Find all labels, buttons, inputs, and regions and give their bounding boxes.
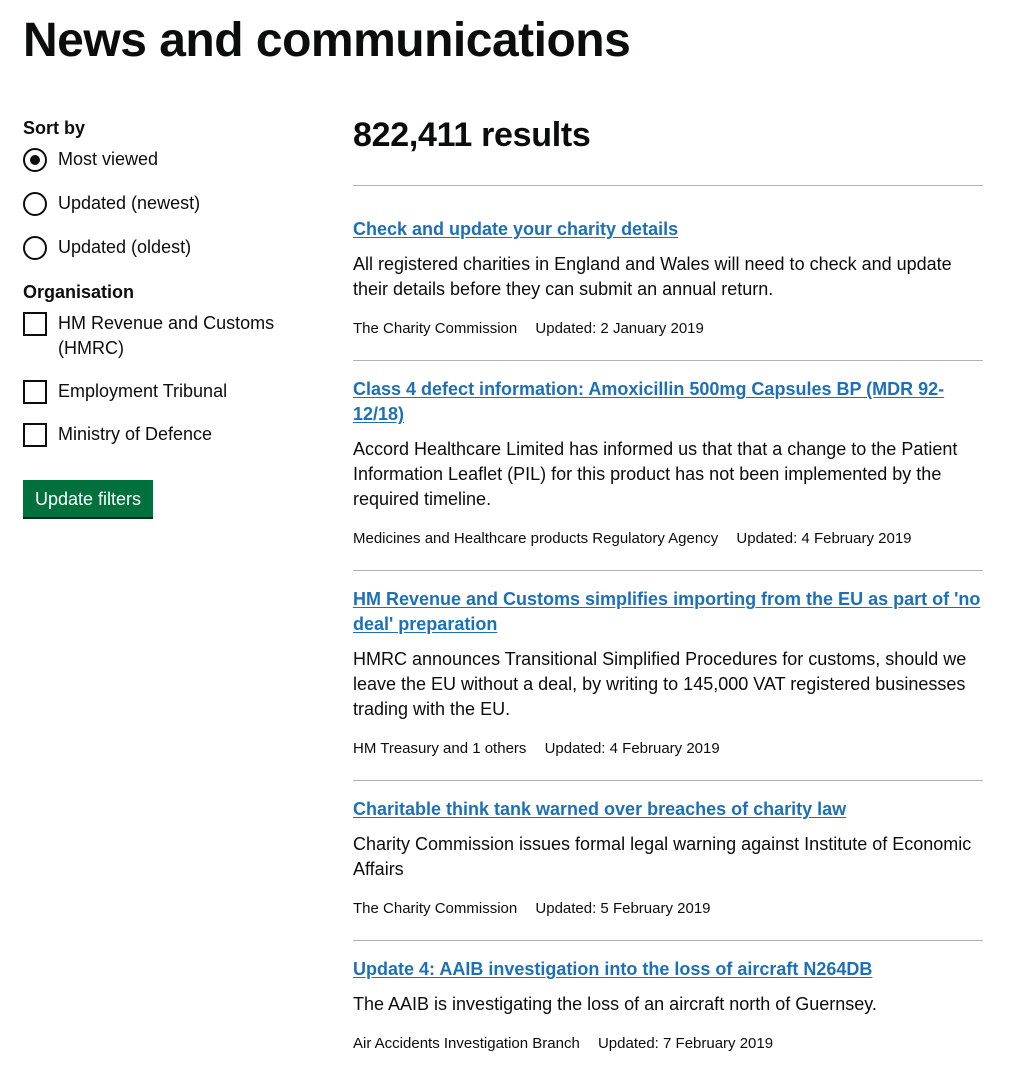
- org-option-label[interactable]: HM Revenue and Customs (HMRC): [58, 313, 275, 358]
- sort-option-updated-oldest[interactable]: [23, 236, 313, 260]
- update-filters-button[interactable]: Update filters: [23, 480, 153, 517]
- results-panel: [353, 112, 983, 1075]
- result-item: [353, 941, 983, 1075]
- result-organisation: Medicines and Healthcare products Regulatory Agency: [353, 530, 719, 547]
- result-organisation: The Charity Commission: [353, 320, 518, 337]
- sort-by-group: [23, 116, 313, 260]
- page-title: News and communications: [23, 14, 631, 67]
- org-option-label[interactable]: Employment Tribunal: [58, 381, 228, 401]
- result-title-link[interactable]: Charitable think tank warned over breaches of charity law: [353, 799, 847, 819]
- organisation-legend: Organisation: [23, 282, 135, 302]
- result-organisation: Air Accidents Investigation Branch: [353, 1035, 580, 1052]
- radio-most-viewed[interactable]: [23, 148, 47, 172]
- result-organisation: HM Treasury and 1 others: [353, 740, 527, 757]
- results-count: 822,411 results: [353, 116, 591, 154]
- radio-updated-oldest[interactable]: [23, 236, 47, 260]
- result-item: [353, 186, 983, 361]
- result-title-link[interactable]: Class 4 defect information: Amoxicillin 500mg Capsules BP (MDR 92-12/18): [353, 379, 945, 424]
- checkbox-employment-tribunal[interactable]: [23, 380, 47, 404]
- result-updated-date: Updated: 4 February 2019: [544, 740, 720, 757]
- result-meta: [353, 899, 983, 919]
- result-meta: [353, 739, 983, 759]
- result-meta: [353, 319, 983, 339]
- result-description: The AAIB is investigating the loss of an aircraft north of Guernsey.: [353, 994, 877, 1014]
- sort-option-label[interactable]: Updated (oldest): [58, 237, 192, 257]
- org-option-hmrc[interactable]: [23, 312, 313, 361]
- result-updated-date: Updated: 5 February 2019: [535, 900, 711, 917]
- sort-option-label[interactable]: Most viewed: [58, 149, 159, 169]
- filter-sidebar: [23, 116, 313, 517]
- radio-updated-newest[interactable]: [23, 192, 47, 216]
- result-item: [353, 571, 983, 781]
- result-title-link[interactable]: Update 4: AAIB investigation into the loss of aircraft N264DB: [353, 959, 873, 979]
- sort-option-updated-newest[interactable]: [23, 192, 313, 216]
- result-updated-date: Updated: 7 February 2019: [597, 1035, 774, 1052]
- checkbox-hmrc[interactable]: [23, 312, 47, 336]
- organisation-group: [23, 280, 313, 447]
- result-item: [353, 781, 983, 941]
- result-description: Accord Healthcare Limited has informed us that that a change to the Patient Information Leaflet (PIL) for this product has not been implemented by the required timeline.: [353, 439, 958, 509]
- org-option-employment-tribunal[interactable]: [23, 380, 313, 404]
- checkbox-ministry-of-defence[interactable]: [23, 423, 47, 447]
- result-item: [353, 361, 983, 571]
- result-meta: [353, 1034, 983, 1054]
- result-description: All registered charities in England and Wales will need to check and update their details before they can submit an annual return.: [353, 254, 952, 299]
- org-option-label[interactable]: Ministry of Defence: [58, 424, 213, 444]
- result-title-link[interactable]: Check and update your charity details: [353, 219, 679, 239]
- result-updated-date: Updated: 2 January 2019: [535, 320, 704, 337]
- result-description: Charity Commission issues formal legal warning against Institute of Economic Affairs: [353, 834, 972, 879]
- result-updated-date: Updated: 4 February 2019: [736, 530, 912, 547]
- sort-option-label[interactable]: Updated (newest): [58, 193, 201, 213]
- result-organisation: The Charity Commission: [353, 900, 518, 917]
- sort-by-legend: Sort by: [23, 118, 86, 138]
- sort-option-most-viewed[interactable]: [23, 148, 313, 172]
- org-option-ministry-of-defence[interactable]: [23, 423, 313, 447]
- result-list: [353, 186, 983, 1075]
- result-title-link[interactable]: HM Revenue and Customs simplifies importing from the EU as part of 'no deal' preparation: [353, 589, 981, 634]
- result-description: HMRC announces Transitional Simplified Procedures for customs, should we leave the EU without a deal, by writing to 145,000 VAT registered businesses trading with the EU.: [353, 649, 967, 719]
- result-meta: [353, 529, 983, 549]
